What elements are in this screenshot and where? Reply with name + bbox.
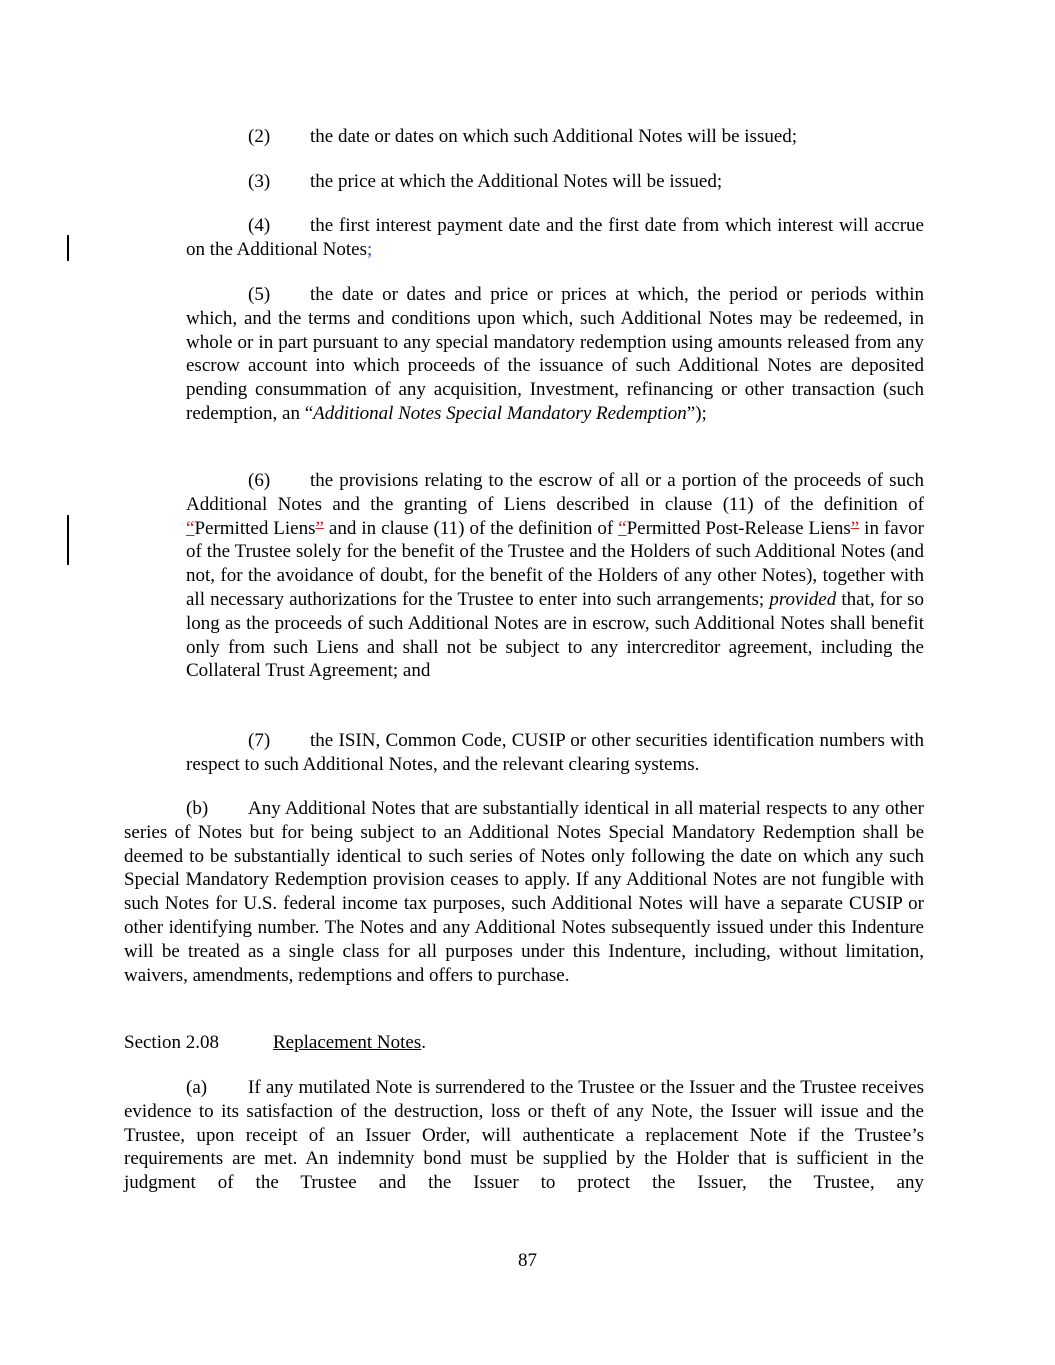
paragraph-b	[124, 797, 924, 987]
paragraph-b-number: (b)	[186, 798, 209, 819]
clause-5-number: (5)	[248, 284, 271, 305]
clause-5-defined-term: Additional Notes Special Mandatory Redemption	[313, 402, 687, 424]
section-number: Section 2.08	[124, 1032, 219, 1053]
clause-6-close-quote-1: ”	[315, 517, 324, 539]
paragraph-b-text: Any Additional Notes that are substantially identical in all material respects to any other series of Notes but for being subject to an Additional Notes Special Mandatory Redemption shall be deemed to be substantially identical to such series of Notes only following the date on which any such Special Mandatory Redemption provision ceases to apply. If any Additional Notes are not fungible with such Notes for U.S. federal income tax purposes, such Additional Notes will have a separate CUSIP or other identifying number. The Notes and any Additional Notes subsequently issued under this Indenture will be treated as a single class for all purposes under this Indenture, including, without limitation, waivers, amendments, redemptions and offers to purchase.	[124, 798, 924, 986]
clause-5-closing: ”);	[686, 402, 707, 424]
clause-3-text: the price at which the Additional Notes will be issued;	[310, 171, 723, 192]
clause-4-text: the first interest payment date and the first date from which interest will accrue on the Additional Notes	[186, 215, 924, 260]
clause-5-text: the date or dates and price or prices at which, the period or periods within which, and the terms and conditions upon which, such Additional Notes may be redeemed, in whole or in part pursuant to any special mandatory redemption using amounts released from any escrow account into which proceeds of the issuance of such Additional Notes are deposited pending consummation of any acquisition, Investment, refinancing or other transaction (such redemption, an “	[186, 284, 924, 424]
paragraph-a-text: If any mutilated Note is surrendered to the Trustee or the Issuer and the Trustee receives evidence to its satisfaction of the destruction, loss or theft of any Note, the Issuer will issue and the Trustee, upon receipt of an Issuer Order, will authenticate a replacement Note if the Trustee’s requirements are met. An indemnity bond must be supplied by the Holder that is sufficient in the judgment of the Trustee and the Issuer to protect the Issuer, the Trustee, any	[124, 1077, 924, 1194]
clause-6-number: (6)	[248, 470, 271, 491]
clause-4-number: (4)	[248, 215, 271, 236]
clause-6	[186, 469, 924, 683]
clause-6-provided: provided	[769, 588, 837, 610]
clause-2-text: the date or dates on which such Additional Notes will be issued;	[310, 126, 798, 147]
paragraph-a-number: (a)	[186, 1077, 208, 1098]
clause-6-open-quote-2: “	[618, 517, 627, 539]
paragraph-a	[124, 1076, 924, 1195]
section-title: Replacement Notes	[273, 1032, 422, 1053]
clause-6-close-quote-2: ”	[850, 517, 860, 539]
clause-6-text-4: that, for so long as the proceeds of such Additional Notes are in escrow, such Additional Notes shall benefit only from such Liens and shall not be subject to any intercreditor agreement, including the Collateral Trust Agreement; and	[186, 588, 924, 682]
clause-6-text-1: the provisions relating to the escrow of all or a portion of the proceeds of such Additional Notes and the granting of Liens described in clause (11) of the definition of	[186, 470, 924, 515]
clause-2	[186, 125, 924, 149]
clause-4-inserted-semicolon: ;	[367, 238, 373, 260]
clause-6-term-permitted-liens: Permitted Liens	[194, 517, 316, 539]
clause-6-term-permitted-post-release-liens: Permitted Post-Release Liens	[626, 517, 851, 539]
clause-5	[186, 283, 924, 426]
page-number: 87	[518, 1250, 537, 1271]
clause-7	[186, 729, 924, 777]
clause-4	[186, 214, 924, 262]
section-title-period: .	[421, 1032, 427, 1053]
clause-6-text-2: and in clause (11) of the definition of	[323, 517, 619, 539]
change-bar-clause-6	[67, 515, 69, 565]
clause-6-open-quote-1: “	[186, 517, 195, 539]
clause-2-number: (2)	[248, 126, 271, 147]
change-bar-clause-4	[67, 235, 69, 261]
clause-7-number: (7)	[248, 730, 271, 751]
clause-7-text: the ISIN, Common Code, CUSIP or other securities identification numbers with respect to such Additional Notes, and the relevant clearing systems.	[186, 730, 924, 775]
section-heading	[124, 1031, 426, 1055]
clause-6-text-3: in favor of the Trustee solely for the benefit of the Trustee and the Holders of such Additional Notes (and not, for the avoidance of doubt, for the benefit of the Holders of any other Notes), together with all necessary authorizations for the Trustee to enter into such arrangements;	[186, 517, 925, 610]
clause-3	[186, 170, 924, 194]
clause-3-number: (3)	[248, 171, 271, 192]
